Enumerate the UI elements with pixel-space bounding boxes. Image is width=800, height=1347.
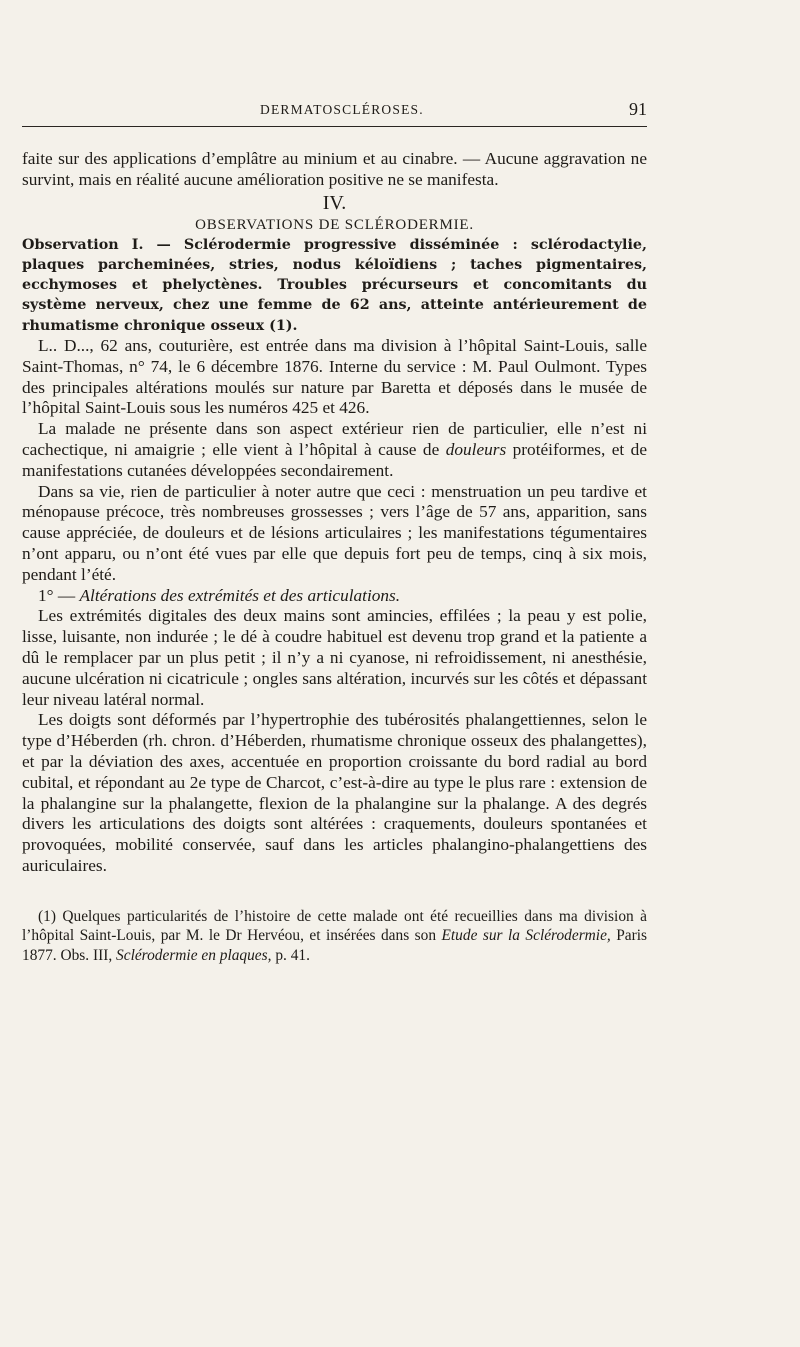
footnote-work-title: Etude sur la Sclérodermie,	[441, 927, 611, 945]
presentation-text-a: La malade ne présente dans son aspect extérieur rien de particulier, elle n’est ni cachectique, ni amaigrie ; elle vient à l’hôpital à cause de	[22, 419, 647, 460]
header-rule	[22, 126, 647, 127]
paragraph-patient: L.. D..., 62 ans, couturière, est entrée dans ma division à l’hôpital Saint-Louis, salle Saint-Thomas, n° 74, le 6 décembre 1876. Interne du service : M. Paul Oulmont. Types des principales altérations moulés sur nature par Baretta et déposés dans le musée de l’hôpital Saint-Louis sous les numéros 425 et 426.	[22, 336, 647, 418]
page-header	[22, 99, 647, 124]
observation-heading	[22, 235, 647, 336]
subsection-heading	[22, 586, 647, 607]
footnote-page-ref: p. 41.	[271, 946, 310, 964]
page-number: 91	[629, 99, 647, 119]
intro-paragraph: faite sur des applications d’emplâtre au minium et au cinabre. — Aucune aggravation ne survint, mais en réalité aucune amélioration positive ne se manifesta.	[22, 149, 647, 189]
observation-lead: Observation I. —	[22, 236, 171, 253]
footnote-place-date: Paris 1877. Obs. III,	[22, 927, 647, 964]
paragraph-extremities: Les extrémités digitales des deux mains sont amincies, effilées ; la peau y est polie, lisse, luisante, non indurée ; le dé à coudre habituel est devenu trop grand et la patiente a dû le remplacer par un plus petit ; il n’y a ni cyanose, ni refroidissement, ni anesthésie, aucune ulcération ni cicatricule ; ongles sans altération, incurvés sur les côtés et dépassant leur niveau latéral normal.	[22, 606, 647, 709]
section-title: OBSERVATIONS DE SCLÉRODERMIE.	[195, 216, 474, 233]
footnote-chapter-title: Sclérodermie en plaques,	[116, 946, 272, 964]
paragraph-presentation	[22, 419, 647, 481]
footnote-text: (1) Quelques particularités de l’histoire de cette malade ont été recueillies dans ma division à l’hôpital Saint-Louis, par M. le Dr Hervéou, et insérées dans son	[22, 907, 647, 945]
running-title: DERMATOSCLÉROSES.	[260, 102, 424, 117]
presentation-text-b: protéiformes, et de manifestations cutanées développées secondairement.	[22, 440, 647, 480]
footnote-separator	[200, 899, 201, 907]
chapter-numeral: IV.	[322, 191, 347, 214]
presentation-emphasis: douleurs	[445, 440, 507, 460]
paragraph-fingers: Les doigts sont déformés par l’hypertrophie des tubérosités phalangettiennes, selon le type d’Héberden (rh. chron. d’Héberden, rhumatisme chronique osseux des phalangettes), et par la déviation des axes, accentuée en proportion croissante du bord radial au bord cubital, et répondant au 2e type de Charcot, c’est-à-dire au type le plus rare : extension de la phalangine sur la phalangette, flexion de la phalangine sur la phalange. A des degrés divers les articulations des doigts sont altérées : craquements, douleurs spontanées et provoquées, mobilité conservée, sauf dans les articles phalangino-phalangettiens des auriculaires.	[22, 710, 647, 875]
paragraph-history: Dans sa vie, rien de particulier à noter autre que ceci : menstruation un peu tardive et ménopause précoce, très nombreuses grossesses ; vers l’âge de 57 ans, apparition, sans cause appréciée, de douleurs et de lésions articulaires ; les manifestations tégumentaires n’ont apparu, ou n’ont été vues par elle que depuis fort peu de temps, cinq à six mois, pendant l’été.	[22, 481, 647, 584]
footnote	[22, 907, 647, 966]
page-body	[22, 149, 647, 966]
subsection-title: Altérations des extrémités et des articulations.	[79, 585, 401, 605]
observation-title: Sclérodermie progressive disséminée : sclérodactylie, plaques parcheminées, stries, nodus kéloïdiens ; taches pigmentaires, ecchymoses et phelyctènes. Troubles précurseurs et concomitants du système nerveux, chez une femme de 62 ans, atteinte antérieurement de rhumatisme chronique osseux (1).	[22, 236, 647, 334]
subsection-number: 1° —	[38, 585, 76, 605]
